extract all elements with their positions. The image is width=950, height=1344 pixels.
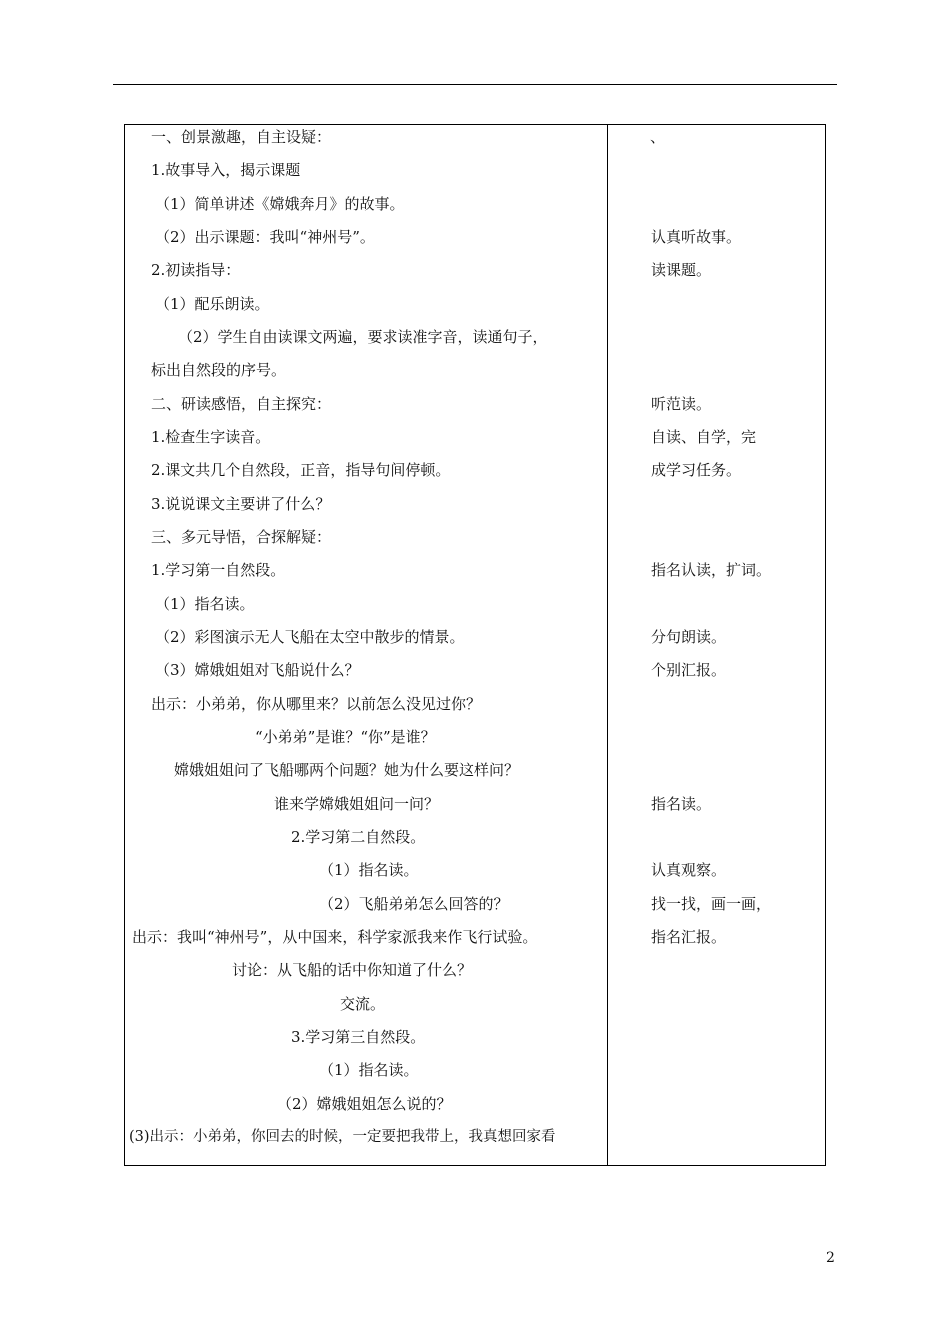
- teacher-step-line: 2.学习第二自然段。: [291, 828, 426, 846]
- student-activity-line: 听范读。: [651, 395, 712, 413]
- teacher-step-line: （1）简单讲述《嫦娥奔月》的故事。: [155, 195, 405, 213]
- teacher-step-line: （2）彩图演示无人飞船在太空中散步的情景。: [155, 628, 465, 646]
- teacher-step-line: 出示：我叫“神州号”，从中国来，科学家派我来作飞行试验。: [132, 928, 538, 946]
- student-activity-line: 指名汇报。: [651, 928, 727, 946]
- student-activity-line: 指名认读，扩词。: [651, 561, 772, 579]
- teacher-step-line: “小弟弟”是谁？“你”是谁？: [255, 728, 436, 746]
- teacher-step-line: （2）嫦娥姐姐怎么说的？: [277, 1095, 452, 1113]
- teacher-step-line: （2）学生自由读课文两遍，要求读准字音，读通句子，: [178, 328, 548, 346]
- teacher-step-line: （2）出示课题：我叫“神州号”。: [155, 228, 375, 246]
- student-activity-line: 读课题。: [651, 261, 712, 279]
- teacher-step-line: （1）指名读。: [155, 595, 255, 613]
- teacher-step-line: 三、多元导悟，合探解疑：: [151, 528, 332, 546]
- teacher-step-line: （1）指名读。: [319, 1061, 419, 1079]
- student-activity-line: 、: [650, 128, 666, 146]
- teacher-step-line: 1.检查生字读音。: [151, 428, 271, 446]
- student-activity-line: 指名读。: [651, 795, 712, 813]
- teacher-step-line: 3.说说课文主要讲了什么？: [151, 495, 331, 513]
- teacher-step-line: 2.初读指导：: [151, 261, 241, 279]
- student-activity-line: 认真观察。: [651, 861, 727, 879]
- teacher-step-line: 2.课文共几个自然段，正音，指导句间停顿。: [151, 461, 451, 479]
- teacher-step-line: （1）指名读。: [319, 861, 419, 879]
- student-activity-line: 认真听故事。: [651, 228, 742, 246]
- teacher-step-line: 谁来学嫦娥姐姐问一问？: [274, 795, 440, 813]
- teacher-step-line: 3.学习第三自然段。: [291, 1028, 426, 1046]
- teacher-step-line: 嫦娥姐姐问了飞船哪两个问题？她为什么要这样问？: [174, 761, 520, 779]
- teacher-step-line: 讨论：从飞船的话中你知道了什么？: [232, 961, 473, 979]
- teacher-step-line: 一、创景激趣，自主设疑：: [151, 128, 332, 146]
- student-activity-line: 分句朗读。: [651, 628, 727, 646]
- teacher-step-line: (3)出示：小弟弟，你回去的时候，一定要把我带上，我真想回家看: [129, 1129, 556, 1145]
- teacher-step-line: （2）飞船弟弟怎么回答的？: [319, 895, 509, 913]
- teacher-step-line: 1.故事导入，揭示课题: [151, 161, 301, 179]
- teacher-step-line: 1.学习第一自然段。: [151, 561, 286, 579]
- teacher-step-line: 标出自然段的序号。: [151, 361, 287, 379]
- column-divider: [607, 124, 608, 1166]
- student-activity-line: 自读、自学，完: [651, 428, 757, 446]
- header-rule: [113, 84, 837, 85]
- teacher-step-line: 出示：小弟弟，你从哪里来？以前怎么没见过你？: [151, 695, 482, 713]
- student-activity-line: 成学习任务。: [651, 461, 742, 479]
- teacher-step-line: （3）嫦娥姐姐对飞船说什么？: [155, 661, 360, 679]
- page-number: 2: [826, 1250, 835, 1266]
- student-activity-line: 找一找，画一画，: [651, 895, 772, 913]
- teacher-step-line: 二、研读感悟，自主探究：: [151, 395, 332, 413]
- teacher-step-line: （1）配乐朗读。: [155, 295, 270, 313]
- teacher-step-line: 交流。: [340, 995, 386, 1013]
- student-activity-line: 个别汇报。: [651, 661, 727, 679]
